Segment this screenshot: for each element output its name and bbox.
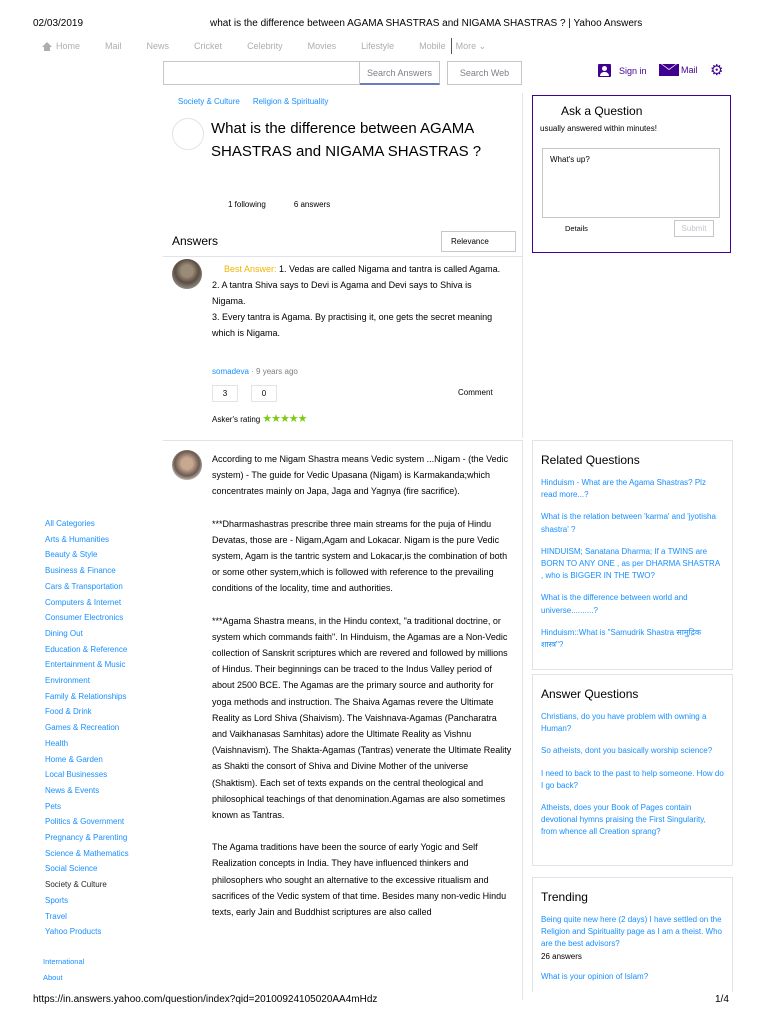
answer-questions-title: Answer Questions xyxy=(541,687,639,701)
category-item[interactable]: Consumer Electronics xyxy=(45,613,124,623)
best-answer-line-1: 1. Vedas are called Nigama and tantra is called Agama. xyxy=(276,264,501,274)
ask-question-input[interactable]: What's up? xyxy=(542,148,720,218)
best-answer-line-3: 3. Every tantra is Agama. By practising it, one gets the secret meaning which is Nigama. xyxy=(212,312,493,338)
category-item[interactable]: Sports xyxy=(45,895,69,905)
thumbs-up-button[interactable]: 3 xyxy=(212,385,238,402)
answer-paragraph: ***Dharmashastras prescribe three main streams for the puja of Hindu Devatas, those are - Nigam,Agam and Lokacar. Nigam is the pure Vedic system, Agam is the tantric system and Lokacar,is the combination of both or some other system,which is followed with reference to the prevailing conditions of the locality, time and authorities. xyxy=(212,518,508,594)
print-date: 02/03/2019 xyxy=(33,18,84,29)
answer-avatar[interactable] xyxy=(172,450,202,480)
open-question-link[interactable]: So atheists, dont you basically worship science? xyxy=(541,746,713,756)
footer-links xyxy=(43,954,84,986)
category-item[interactable]: Politics & Government xyxy=(45,817,125,827)
about-link[interactable]: About xyxy=(43,973,63,982)
best-answer-label: Best Answer: xyxy=(224,264,277,274)
category-item-current[interactable]: Society & Culture xyxy=(45,880,107,890)
divider xyxy=(163,256,523,257)
trending-question-link[interactable]: What is your opinion of Islam? xyxy=(541,971,649,981)
answer-text xyxy=(212,451,512,936)
asker-avatar[interactable] xyxy=(172,118,204,150)
answer-paragraph: The Agama traditions have been the source of early Yogic and Self Realization concepts in India. They have influenced thinkers and philosophers who sought an alternative to the excessive ritualism and sacrifices of the Vedic system of that time. Besides many non-vedic Hindu texts, early Jain and Buddhist scriptures are also called xyxy=(212,842,507,918)
category-item[interactable]: Pregnancy & Parenting xyxy=(45,833,128,843)
answers-count: 6 answers xyxy=(293,200,331,209)
best-answer-text xyxy=(212,261,507,341)
category-item[interactable]: All Categories xyxy=(45,519,95,528)
trending-answer-count: 26 answers xyxy=(541,951,582,961)
category-item[interactable]: Games & Recreation xyxy=(45,723,120,733)
print-page-number: 1/4 xyxy=(715,994,729,1005)
best-answer-avatar[interactable] xyxy=(172,259,202,289)
thumbs-down-button[interactable]: 0 xyxy=(251,385,277,402)
mail-label: Mail xyxy=(681,65,698,75)
search-input[interactable] xyxy=(163,61,360,85)
asker-rating xyxy=(212,412,307,425)
mail-link[interactable] xyxy=(659,64,698,76)
category-item[interactable]: Pets xyxy=(45,801,62,811)
user-icon xyxy=(598,64,611,77)
mail-icon xyxy=(659,64,679,76)
category-item[interactable]: Business & Finance xyxy=(45,566,116,576)
nav-cricket[interactable]: Cricket xyxy=(194,41,223,51)
category-item[interactable]: Beauty & Style xyxy=(45,550,98,560)
category-item[interactable]: Family & Relationships xyxy=(45,691,127,701)
breadcrumb xyxy=(178,97,328,106)
trending-question-link[interactable]: Being quite new here (2 days) I have settled on the Religion and Spirituality page as I am a theist. Who are the best advisors? xyxy=(541,915,722,949)
sort-select[interactable]: Relevance xyxy=(441,231,516,252)
nav-separator xyxy=(451,38,452,54)
best-answer-line-2: 2. A tantra Shiva says to Devi is Agama and Devi says to Shiva is Nigama. xyxy=(212,280,472,306)
comment-button[interactable]: Comment xyxy=(458,388,493,397)
answer-paragraph: ***Agama Shastra means, in the Hindu context, "a traditional doctrine, or system which commands faith". In Hinduism, the Agamas are a Non-Vedic collection of Sanskrit scriptures which are revered and followed by millions of Hindus. Their beginnings can be traced to the Indus Valley period of about 2500 BCE. The Agamas are the primary source and authority for yoga methods and instruction. The Shaiva Agamas revere the Ultimate Reality as Lord Shiva (Shaivism). The Vaishnava-Agamas (Pancharatra and Vaikhanasas Samhitas) adore the Ultimate Reality as Vishnu (Vaishnavism). The Shakta-Agamas (Tantras) venerate the Ultimate Reality as Shakti the consort of Shiva and Divine Mother of the universe (Shaktism). Each set of texts expands on the central theological and philosophical teachings of that denomination.Agamas are also sometimes known as Tantras. xyxy=(212,615,512,821)
nav-home[interactable] xyxy=(42,41,80,51)
nav-lifestyle[interactable]: Lifestyle xyxy=(361,41,395,51)
category-item[interactable]: Environment xyxy=(45,676,90,686)
category-item[interactable]: Travel xyxy=(45,911,67,921)
open-question-link[interactable]: Christians, do you have problem with owning a Human? xyxy=(541,712,707,734)
related-questions-box xyxy=(532,440,733,670)
home-icon xyxy=(42,42,52,51)
related-question-link[interactable]: Hinduism - What are the Agama Shastras? Plz read more...? xyxy=(541,478,706,500)
ask-subtitle: usually answered within minutes! xyxy=(540,124,657,133)
answer-questions-box xyxy=(532,674,733,866)
open-question-link[interactable]: Atheists, does your Book of Pages contain devotional hymns praising the First Singularity, from whence all Creation sprang? xyxy=(541,803,706,837)
breadcrumb-society-culture[interactable]: Society & Culture xyxy=(178,97,240,106)
category-item[interactable]: Dining Out xyxy=(45,628,83,638)
following-count[interactable]: 1 following xyxy=(228,200,266,209)
related-question-link[interactable]: What is the difference between world and universe..........? xyxy=(541,593,688,615)
nav-celebrity[interactable]: Celebrity xyxy=(247,41,283,51)
print-title: what is the difference between AGAMA SHASTRAS and NIGAMA SHASTRAS ? | Yahoo Answers xyxy=(210,18,643,29)
category-item[interactable]: Health xyxy=(45,738,69,748)
nav-movies[interactable]: Movies xyxy=(307,41,337,51)
trending-title: Trending xyxy=(541,890,588,904)
submit-button[interactable]: Submit xyxy=(674,220,714,237)
related-title: Related Questions xyxy=(541,453,640,467)
category-item[interactable]: Food & Drink xyxy=(45,707,92,717)
answer-time: · 9 years ago xyxy=(248,367,298,376)
related-question-link[interactable]: Hinduism::What is "Samudrik Shastra सामुद्रिक शास्त्र"? xyxy=(541,627,702,650)
nav-mail[interactable]: Mail xyxy=(105,41,122,51)
author-name[interactable]: somadeva xyxy=(212,367,249,376)
question-title: What is the difference between AGAMA SHASTRAS and NIGAMA SHASTRAS ? xyxy=(211,120,482,160)
related-question-link[interactable]: What is the relation between 'karma' and 'jyotisha shastra' ? xyxy=(541,512,716,534)
sign-in-link[interactable] xyxy=(598,64,647,77)
ask-title: Ask a Question xyxy=(561,104,643,118)
international-link[interactable]: International xyxy=(43,957,85,966)
breadcrumb-religion-spirituality[interactable]: Religion & Spirituality xyxy=(252,97,329,106)
nav-mobile[interactable]: Mobile xyxy=(419,41,446,51)
search-answers-button[interactable]: Search Answers xyxy=(360,61,440,85)
category-item[interactable]: News & Events xyxy=(45,785,100,795)
sign-in-label: Sign in xyxy=(619,65,647,76)
nav-more[interactable]: More ⌄ xyxy=(455,40,487,51)
details-link[interactable]: Details xyxy=(565,224,588,233)
category-list xyxy=(45,516,129,940)
top-nav xyxy=(42,39,511,53)
category-item[interactable]: Entertainment & Music xyxy=(45,660,126,670)
category-item[interactable]: Arts & Humanities xyxy=(45,534,110,544)
answer-paragraph: According to me Nigam Shastra means Vedic system ...Nigam - (the Vedic system) - The guide for Vedic Upasana (Nigam) is Karmakanda;which concentrates mainly on Japa, Jaga and Yagnya (fire sacrifice). xyxy=(212,454,509,497)
rating-stars: ★★★★★ xyxy=(262,413,307,425)
category-item[interactable]: Local Businesses xyxy=(45,770,108,780)
gear-icon[interactable]: ⚙ xyxy=(710,62,724,79)
category-item[interactable]: Computers & Internet xyxy=(45,597,122,607)
answers-heading: Answers xyxy=(172,234,219,248)
print-url: https://in.answers.yahoo.com/question/index?qid=20100924105020AA4mHdz xyxy=(33,994,378,1005)
category-item[interactable]: Education & Reference xyxy=(45,644,128,654)
trending-box xyxy=(532,877,733,992)
category-item[interactable]: Yahoo Products xyxy=(45,927,102,937)
open-question-link[interactable]: I need to back to the past to help someone. How do I go back? xyxy=(541,768,724,790)
category-item[interactable]: Science & Mathematics xyxy=(45,848,129,858)
category-item[interactable]: Social Science xyxy=(45,864,98,874)
question-stats xyxy=(228,200,330,209)
rating-label: Asker's rating xyxy=(212,415,261,424)
nav-home-label: Home xyxy=(56,41,81,51)
nav-news[interactable]: News xyxy=(146,41,170,51)
search-web-button[interactable]: Search Web xyxy=(447,61,522,85)
category-item[interactable]: Cars & Transportation xyxy=(45,581,123,591)
category-item[interactable]: Home & Garden xyxy=(45,754,103,764)
related-question-link[interactable]: HINDUISM; Sanatana Dharma; If a TWINS are BORN TO ANY ONE , as per DHARMA SHASTRA , who is BIGGER IN THE TWO? xyxy=(541,546,720,581)
best-answer-author xyxy=(212,367,298,376)
